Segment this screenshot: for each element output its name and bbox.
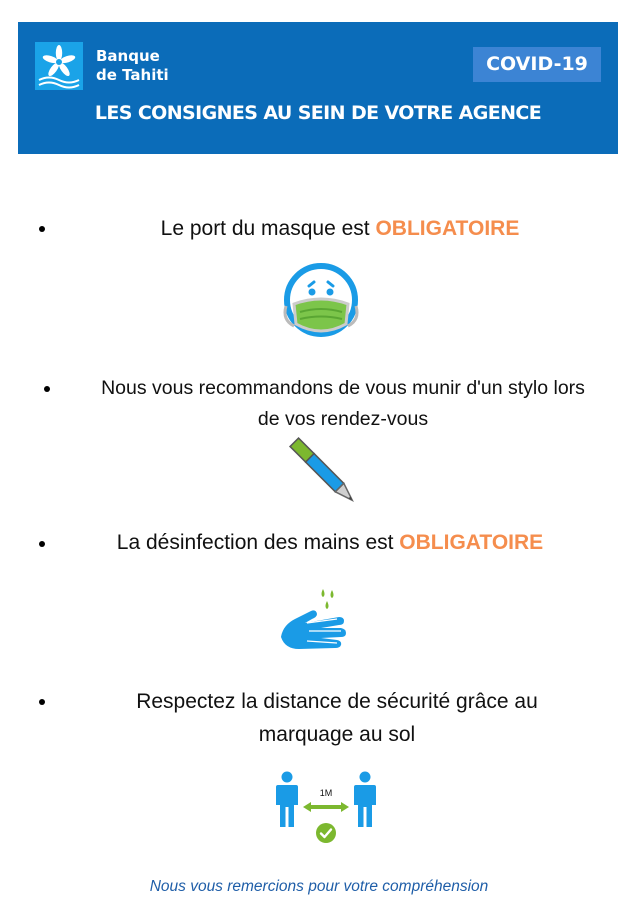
instruction-hands-text: La désinfection des mains est	[116, 531, 400, 554]
person-right-icon	[353, 771, 377, 829]
instruction-hands	[60, 526, 600, 559]
logo-line-1: Banque	[96, 47, 160, 65]
bank-logo-text	[96, 47, 169, 85]
bullet	[44, 386, 50, 392]
mask-obligatoire-emphasis: OBLIGATOIRE	[375, 217, 520, 240]
instruction-distance-line-1: Respectez la distance de sécurité grâce au	[136, 690, 538, 713]
logo-line-2: de Tahiti	[96, 66, 169, 84]
hands-obligatoire-emphasis: OBLIGATOIRE	[399, 531, 544, 554]
covid-badge: COVID-19	[473, 47, 601, 82]
flower-logo-icon	[35, 42, 83, 90]
person-left-icon	[275, 771, 299, 829]
face-mask-icon	[276, 262, 366, 342]
footer-thanks: Nous vous remercions pour votre compréhension	[149, 878, 489, 895]
hand-sanitizer-icon	[279, 587, 349, 652]
instruction-pen-line-1: Nous vous recommandons de vous munir d'un stylo lors	[101, 377, 585, 399]
social-distance-icon	[273, 768, 379, 846]
instruction-distance-line-2: marquage au sol	[258, 723, 416, 746]
bullet	[39, 226, 45, 232]
instruction-distance	[40, 685, 634, 751]
instruction-pen-line-2: de vos rendez-vous	[257, 408, 429, 430]
checkmark-icon	[316, 823, 336, 843]
pen-icon	[284, 432, 364, 512]
double-arrow-icon	[303, 802, 349, 812]
bullet	[39, 541, 45, 547]
page-title: LES CONSIGNES AU SEIN DE VOTRE AGENCE	[94, 102, 542, 124]
distance-label: 1M	[319, 788, 333, 798]
instruction-mask-text: Le port du masque est	[160, 217, 376, 240]
instruction-mask	[60, 212, 620, 245]
header-banner	[18, 22, 618, 154]
instruction-pen	[58, 373, 628, 435]
